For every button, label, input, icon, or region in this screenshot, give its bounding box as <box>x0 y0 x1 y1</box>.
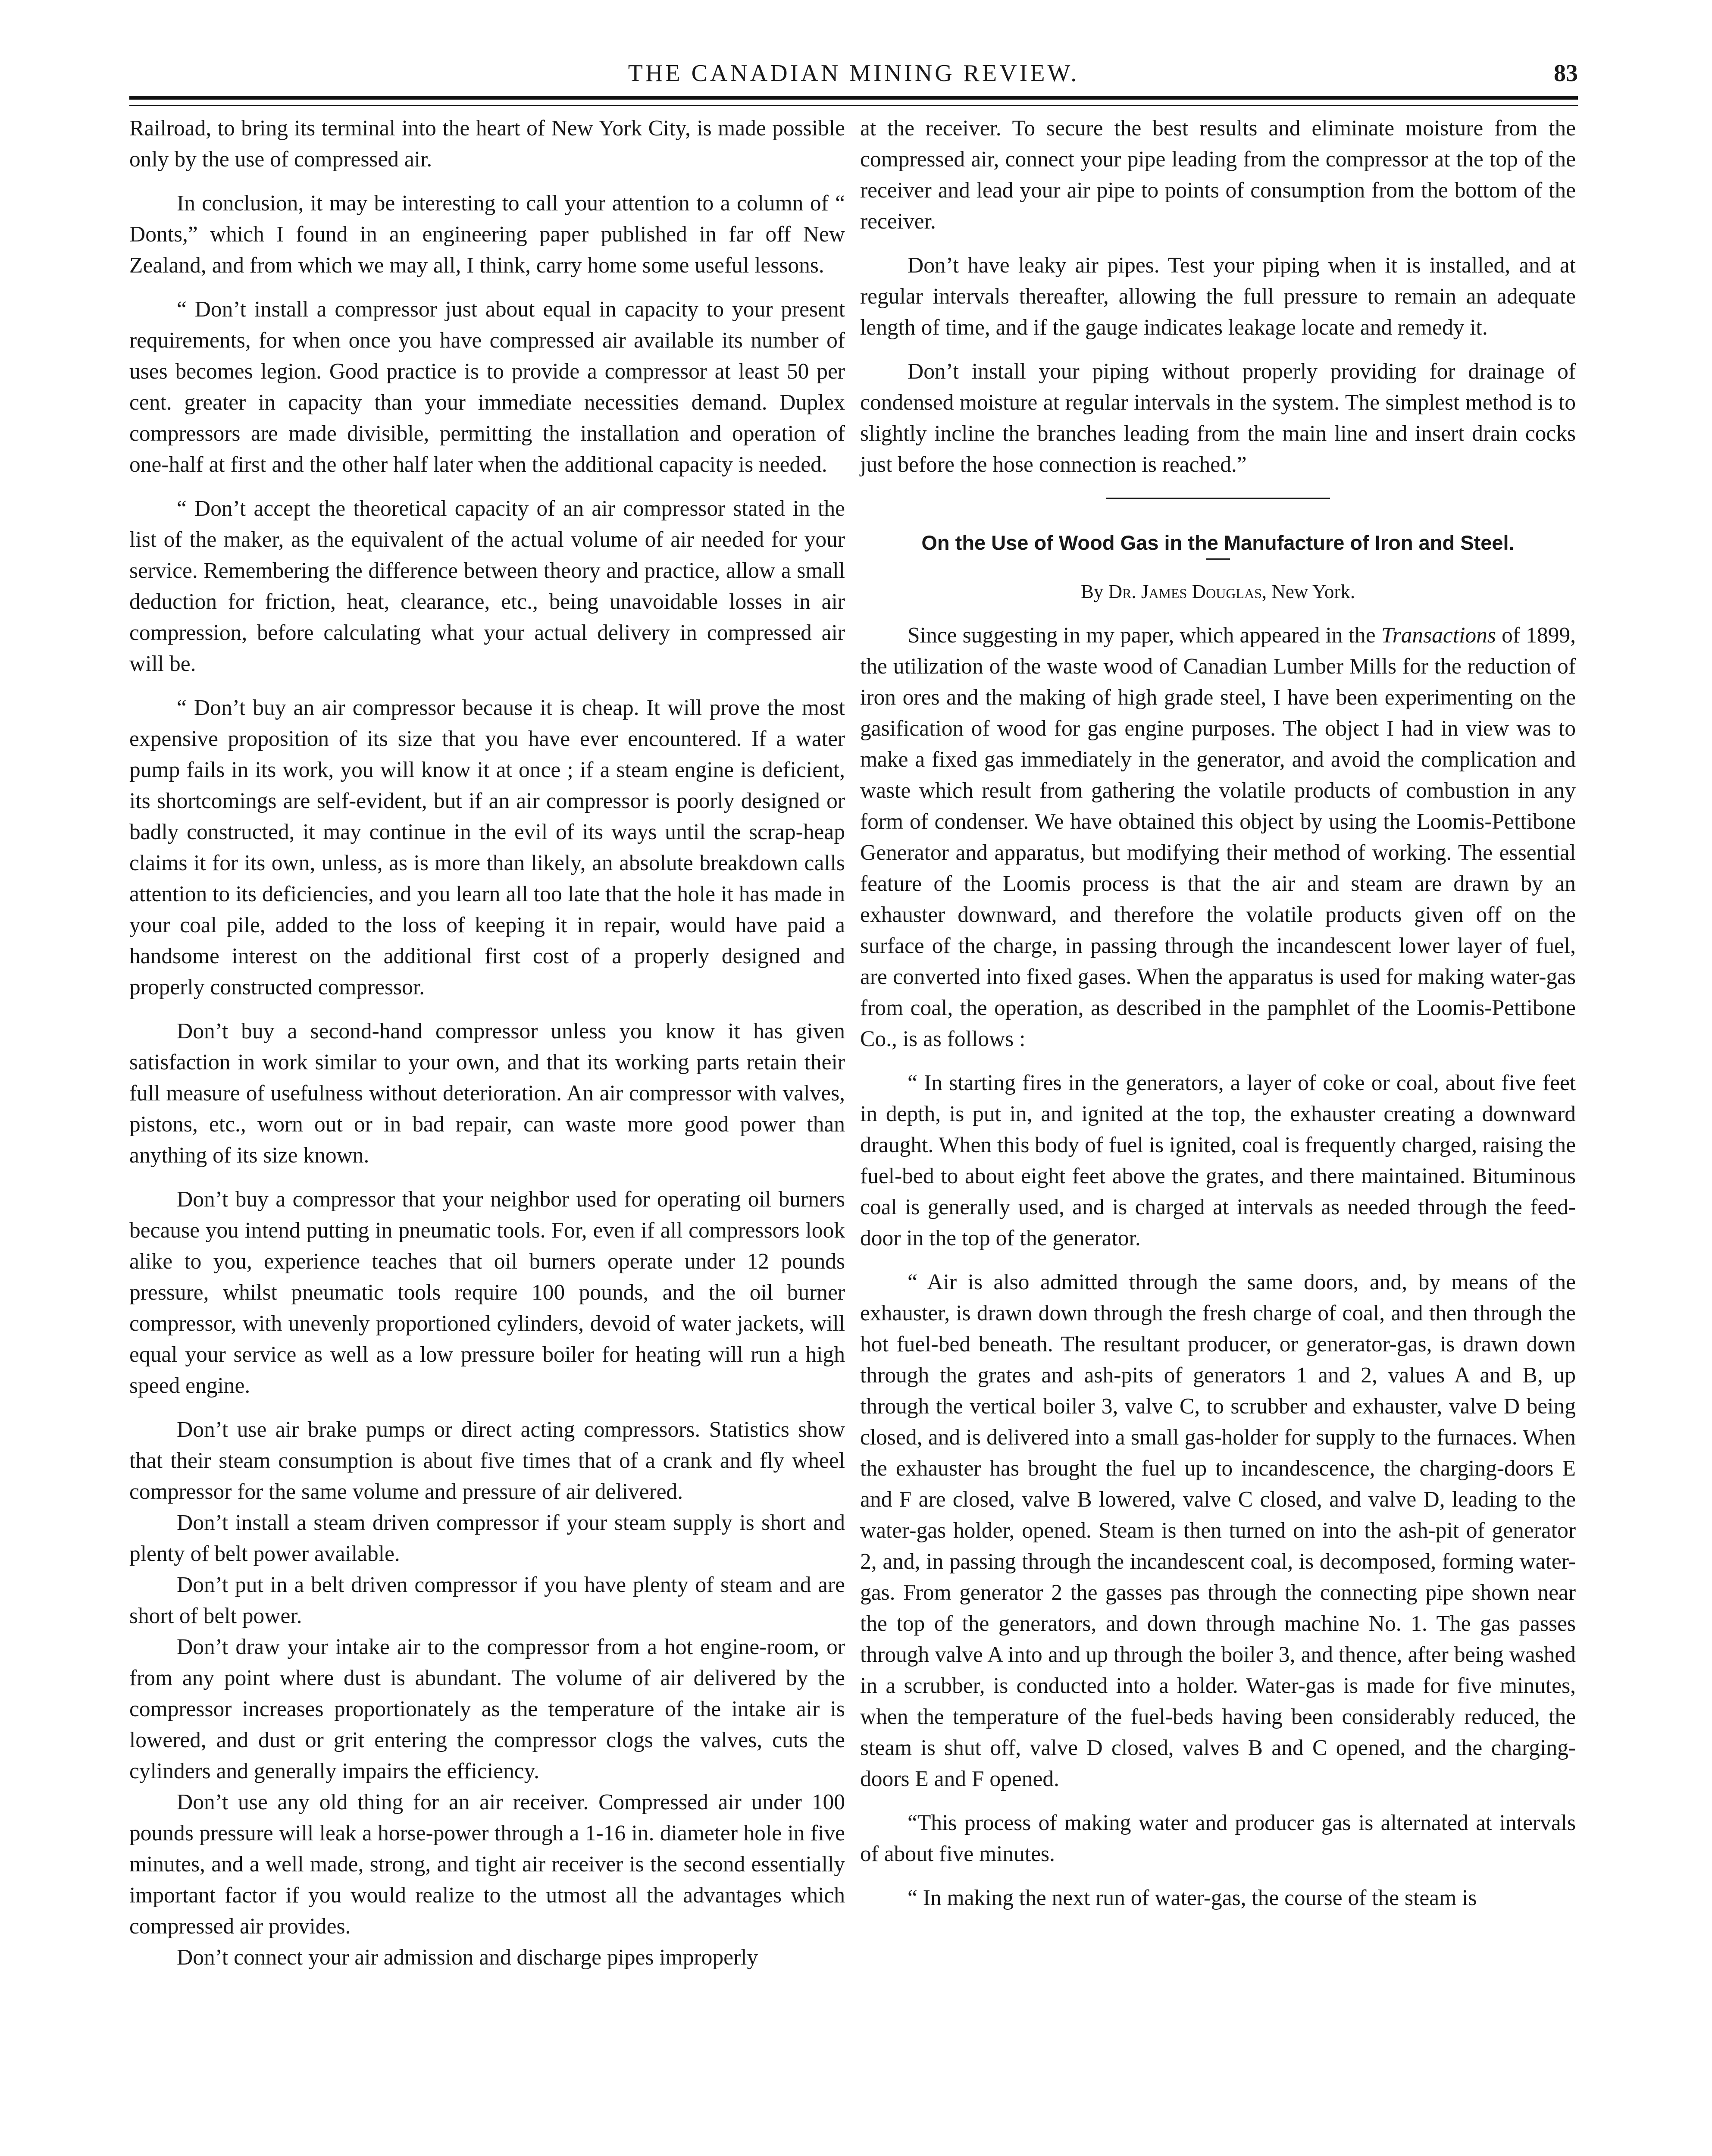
title-dash <box>1206 558 1230 560</box>
paragraph: Don’t use any old thing for an air receiver. Compressed air under 100 pounds pressure will leak a horse-power through a 1-16 in. diameter hole in five minutes, and a well made, strong, and tight air receiver is the second essentially important factor if you would realize to the utmost all the advantages which compressed air provides. <box>129 1790 845 1939</box>
left-column <box>129 113 845 1973</box>
paragraph: Don’t put in a belt driven compressor if you have plenty of steam and are short of belt power. <box>129 1573 845 1628</box>
running-title: THE CANADIAN MINING REVIEW. <box>628 60 1080 87</box>
paragraph: “ In making the next run of water-gas, the course of the steam is <box>908 1886 1477 1910</box>
paragraph: “ Don’t buy an air compressor because it is cheap. It will prove the most expensive proposition of its size that you have ever encountered. If a water pump fails in its work, you will know it at once ; if a steam engine is deficient, its shortcomings are self-evident, but if an air compressor is poorly designed or badly constructed, it may continue in the evil of its ways until the scrap-heap claims it for its own, unless, as is more than likely, an absolute breakdown calls attention to its deficiencies, and you learn all too late that the hole it has made in your coal pile, added to the loss of keeping it in repair, would have paid a handsome interest on the additional first cost of a properly designed and properly constructed compressor. <box>129 696 845 1000</box>
paragraph: Don’t install a steam driven compressor if your steam supply is short and plenty of belt power available. <box>129 1510 845 1566</box>
byline-prefix: By <box>1080 581 1104 602</box>
right-column <box>860 113 1576 1927</box>
paragraph: “ Don’t accept the theoretical capacity of an air compressor stated in the list of the maker, as the equivalent of the actual volume of air needed for your service. Remembering the difference between theory and practice, allow a small deduction for friction, heat, clearance, etc., being unavoidable losses in air compression, before calculating what your actual delivery in compressed air will be. <box>129 496 845 676</box>
page-number: 83 <box>1554 60 1578 87</box>
journal-name: Transactions <box>1381 623 1496 648</box>
paragraph: Don’t buy a compressor that your neighbor used for operating oil burners because you intend putting in pneumatic tools. For, even if all compressors look alike to you, experience teaches that oil burners operate under 12 pounds pressure, whilst pneumatic tools require 100 pounds, and the oil burner compressor, with unevenly proportioned cylinders, devoid of water jackets, will equal your service as well as a low pressure boiler for heating will run a high speed engine. <box>129 1187 845 1398</box>
paragraph: at the receiver. To secure the best results and eliminate moisture from the compressed air, connect your pipe leading from the compressor at the top of the receiver and lead your air pipe to points of consumption from the bottom of the receiver. <box>860 116 1576 234</box>
paragraph: “This process of making water and producer gas is alternated at intervals of about five minutes. <box>860 1811 1576 1866</box>
paragraph-text: Since suggesting in my paper, which appeared in the <box>908 623 1381 648</box>
paragraph: “ Don’t install a compressor just about equal in capacity to your present requirements, for when once you have compressed air available its number of uses becomes legion. Good practice is to provide a compressor at least 50 per cent. greater in capacity than your immediate necessities demand. Duplex compressors are made divisible, permitting the installation and operation of one-half at first and the other half later when the additional capacity is needed. <box>129 297 845 477</box>
paragraph: Don’t use air brake pumps or direct acting compressors. Statistics show that their steam consumption is about five times that of a crank and fly wheel compressor for the same volume and pressure of air delivered. <box>129 1417 845 1504</box>
byline <box>860 576 1576 607</box>
paragraph: Don’t buy a second-hand compressor unless you know it has given satisfaction in work similar to your own, and that its working parts retain their full measure of usefulness without deterioration. An air compressor with valves, pistons, etc., worn out or in bad repair, can waste more good power than anything of its size known. <box>129 1019 845 1168</box>
paragraph <box>860 620 1576 1055</box>
paragraph: Railroad, to bring its terminal into the heart of New York City, is made possible only by the use of compressed air. <box>129 116 845 172</box>
header-rule-thick <box>129 96 1578 100</box>
paragraph-text: of 1899, the utilization of the waste wood of Canadian Lumber Mills for the reduction of iron ores and the making of high grade steel, I have been experimenting on the gasification of wood for gas engine purposes. The object I had in view was to make a fixed gas immediately in the generator, and avoid the complication and waste which result from gathering the volatile products of combustion in any form of condenser. We have obtained this object by using the Loomis-Pettibone Generator and apparatus, but modifying their method of working. The essential feature of the Loomis process is that the air and steam are drawn by an exhauster downward, and therefore the volatile products given off on the surface of the charge, in passing through the incandescent lower layer of fuel, are converted into fixed gases. When the apparatus is used for making water-gas from coal, the operation, as described in the pamphlet of the Loomis-Pettibone Co., is as follows : <box>860 623 1576 1051</box>
paragraph: Don’t have leaky air pipes. Test your piping when it is installed, and at regular intervals thereafter, allowing the full pressure to remain an adequate length of time, and if the gauge indicates leakage locate and remedy it. <box>860 253 1576 340</box>
paragraph: Don’t connect your air admission and discharge pipes improperly <box>177 1945 758 1970</box>
byline-place: , New York. <box>1261 581 1355 602</box>
paragraph: Don’t install your piping without properly providing for drainage of condensed moisture at regular intervals in the system. The simplest method is to slightly incline the branches leading from the main line and insert drain cocks just before the hose connection is reached.” <box>860 359 1576 477</box>
paragraph: “ Air is also admitted through the same doors, and, by means of the exhauster, is drawn down through the fresh charge of coal, and then through the hot fuel-bed beneath. The resultant producer, or generator-gas, is drawn down through the grates and ash-pits of generators 1 and 2, values A and B, up through the vertical boiler 3, valve C, to scrubber and exhauster, valve D being closed, and is delivered into a small gas-holder for supply to the furnaces. When the exhauster has brought the fuel up to incandescence, the charging-doors E and F are closed, valve B lowered, valve C closed, and valve D, leading to the water-gas holder, opened. Steam is then turned on into the ash-pit of generator 2, and, in passing through the incandescent coal, is decomposed, forming water-gas. From generator 2 the gasses pas through the connecting pipe shown near the top of the generators, and down through machine No. 1. The gas passes through valve A into and up through the boiler 3, and thence, after being washed in a scrubber, is conducted into a holder. Water-gas is made for five minutes, when the temperature of the fuel-beds having been considerably reduced, the steam is shut off, valve D closed, valves B and C opened, and the charging-doors E and F opened. <box>860 1270 1576 1791</box>
article-title: On the Use of Wood Gas in the Manufacture of Iron and Steel. <box>921 531 1515 554</box>
article-divider <box>1106 498 1330 499</box>
paragraph: “ In starting fires in the generators, a layer of coke or coal, about five feet in depth, is put in, and ignited at the top, the exhauster creating a downward draught. When this body of fuel is ignited, coal is frequently charged, raising the fuel-bed to about eight feet above the grates, and there maintained. Bituminous coal is generally used, and is charged at intervals as needed through the feed-door in the top of the generator. <box>860 1071 1576 1250</box>
paragraph: Don’t draw your intake air to the compressor from a hot engine-room, or from any point where dust is abundant. The volume of air delivered by the compressor increases proportionately as the temperature of the intake air is lowered, and dust or grit entering the compressor clogs the valves, cuts the cylinders and generally impairs the efficiency. <box>129 1635 845 1783</box>
paragraph: In conclusion, it may be interesting to call your attention to a column of “ Donts,” which I found in an engineering paper published in far off New Zealand, and from which we may all, I think, carry home some useful lessons. <box>129 191 845 278</box>
header-rule-thin <box>129 105 1578 106</box>
page-header <box>129 52 1578 99</box>
byline-author: Dr. James Douglas <box>1108 581 1262 602</box>
